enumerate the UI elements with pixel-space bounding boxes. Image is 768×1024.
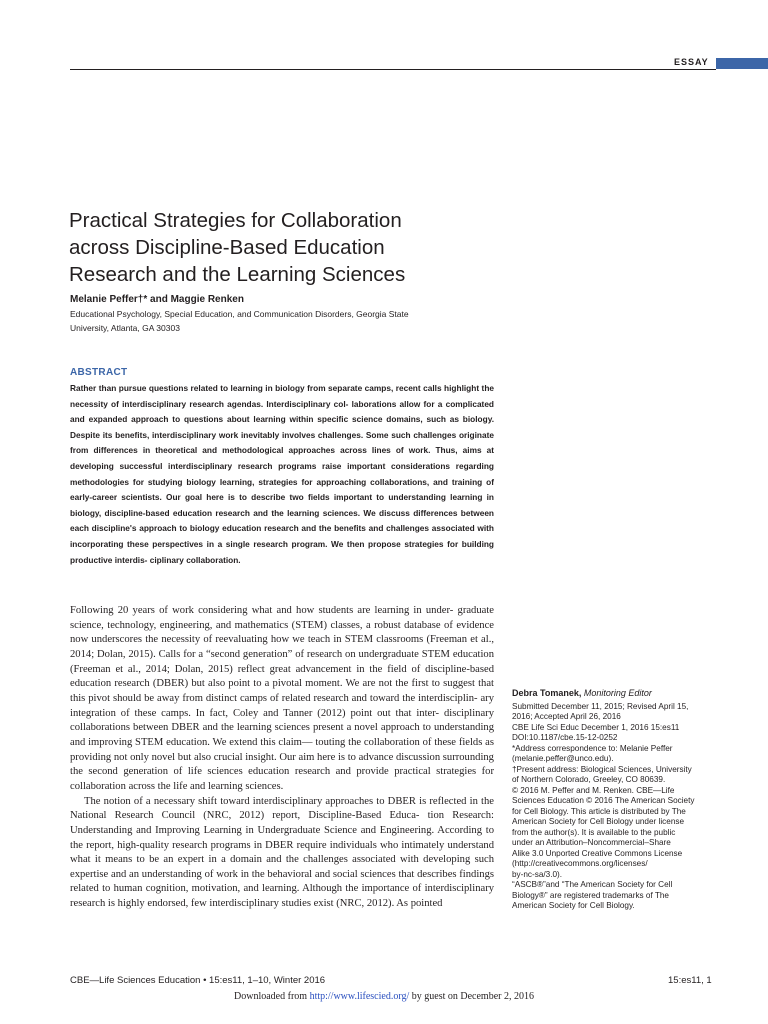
abstract-line: calls highlight the necessity of interdisciplinary research agendas. Interdisciplinary col- (70, 383, 495, 409)
body-paragraph-1 (70, 604, 494, 795)
download-notice (0, 991, 768, 1002)
abstract-line: sciences. We discuss differences between each discipline's approach to biology education (70, 507, 495, 534)
body-line: Following 20 years of work considering what and how students are learning in under- (70, 605, 454, 616)
section-label: ESSAY (674, 57, 709, 67)
body-line: individuals who intimately understand what it means to be an expert in a domain and (70, 839, 494, 866)
body-line: database of evidence now underscores the necessity of reevaluating how we teach in (70, 619, 494, 646)
body-line: work in the behavioral and social sciences that describes findings related to human (70, 868, 494, 895)
abstract-line: successful interdisciplinary research programs raise important considerations regarding (119, 460, 494, 471)
editor-name: Debra Tomanek, (512, 688, 582, 698)
abstract-line: ciplinary collaboration. (149, 554, 241, 565)
sidebar-line: by-nc-sa/3.0). (512, 869, 563, 879)
body-line: should be away from distinct camps of related research and toward the interdisciplin- (112, 692, 478, 704)
title-line: Practical Strategies for Collaboration (69, 209, 402, 232)
abstract-line: methodologies for studying biology learning, strategies for approaching collaborations, (70, 476, 430, 487)
sidebar-line: American Society for Cell Biology. (512, 901, 635, 910)
body-line: touting the collaboration of these fields as providing not only novel but also crucial (70, 736, 494, 763)
sidebar-line: American Society for Cell Biology under license (512, 817, 685, 826)
sidebar-line: Sciences Education © 2016 The American Society (512, 796, 695, 805)
article-info-notes (512, 702, 712, 912)
body-line: cognition, motivation, and learning. Although the importance of interdisciplinary (145, 883, 495, 895)
editor-role: Monitoring Editor (583, 688, 652, 698)
footer-journal-citation: CBE—Life Sciences Education • 15:es11, 1–10, Winter 2016 (70, 975, 326, 986)
section-accent-bar (716, 58, 768, 69)
sidebar-line: CBE Life Sci Educ December 1, 2016 15:es11 (512, 722, 680, 732)
sidebar-line: © 2016 M. Peffer and M. Renken. CBE—Life (512, 785, 675, 795)
sidebar-line: 2016; Accepted April 26, 2016 (512, 712, 621, 721)
title-line: Research and the Learning Sciences (69, 263, 406, 286)
sidebar-line: *Address correspondence to: Melanie Peffer (512, 743, 673, 753)
body-text (70, 604, 494, 912)
affiliation-line: University, Atlanta, GA 30303 (70, 322, 180, 333)
header-rule (70, 69, 716, 70)
article-title (69, 207, 519, 288)
body-line: reflect great advancement in the field of discipline-based education research (DBER) (70, 663, 495, 690)
download-suffix: by guest on December 2, 2016 (409, 991, 534, 1002)
body-line: the challenges associated with developing such expertise and an understanding of (70, 854, 494, 880)
monitoring-editor (512, 688, 712, 699)
abstract-line: understanding learning in biology, discipline-based education research and the learning (70, 492, 494, 518)
author-list: Melanie Peffer†* and Maggie Renken (70, 294, 244, 305)
sidebar-line: Biology®” are registered trademarks of The (512, 890, 669, 900)
abstract-heading: ABSTRACT (70, 367, 128, 378)
article-info-sidebar (512, 688, 712, 912)
body-line: STEM classrooms (Freeman et al., 2014; Dolan, 2015). Calls for a “second generation” (70, 634, 495, 660)
body-line: tion Research: Understanding and Improving Learning in Undergraduate Science and (70, 810, 494, 836)
body-line: but also point to a pivotal moment. We are not the first to suggest that this pivot (70, 678, 494, 704)
sidebar-line: Alike 3.0 Unported Creative Commons License (512, 848, 683, 858)
sidebar-line: from the author(s). It is available to the public (512, 827, 676, 837)
body-line: of research on undergraduate STEM education (Freeman et al., 2014; Dolan, 2015) (70, 648, 495, 675)
author-affiliation (70, 308, 490, 335)
download-link[interactable]: http://www.lifescied.org/ (309, 991, 410, 1002)
title-line: across Discipline-Based Education (69, 236, 385, 259)
body-line: research is highly endorsed, few interdisciplinary studies exist (NRC, 2012). As pointed (70, 898, 443, 910)
download-prefix: Downloaded from (234, 991, 310, 1002)
sidebar-line: of Northern Colorado, Greeley, CO 80639. (512, 775, 666, 784)
abstract-line: and training of early-career scientists. Our goal here is to describe two fields important to (70, 476, 495, 503)
abstract-line: in a single research program. We then propose strategies for building productive interdis- (70, 538, 495, 565)
sidebar-line: DOI:10.1187/cbe.15-12-0252 (512, 733, 618, 742)
abstract-body (70, 381, 494, 568)
sidebar-line: (melanie.peffer@unco.edu). (512, 754, 614, 763)
sidebar-line: (http://creativecommons.org/licenses/ (512, 859, 648, 868)
abstract-line: research and the benefits and challenges associated with incorporating these perspectives (70, 523, 495, 549)
sidebar-line: Submitted December 11, 2015; Revised April 15, (512, 701, 689, 711)
abstract-line: work inevitably involves challenges. Some such challenges originate from differences in (70, 429, 494, 456)
body-line: life sciences education research and provide practical strategies for collaboration (70, 766, 494, 792)
sidebar-line: under an Attribution–Noncommercial–Share (512, 838, 671, 847)
body-line: reflected in the National Research Council (NRC, 2012) report, Discipline-Based Educa- (70, 795, 494, 822)
body-line: Engineering. According to the report, high-quality research programs in DBER require (70, 824, 494, 851)
sidebar-line: “ASCB®”and “The American Society for Cell (512, 880, 673, 889)
body-line: across the life and learning sciences. (128, 780, 284, 792)
body-paragraph-2 (70, 795, 494, 912)
sidebar-line: for Cell Biology. This article is distributed by The (512, 806, 686, 816)
sidebar-line: †Present address: Biological Sciences, University (512, 764, 692, 774)
body-line: The notion of a necessary shift toward interdisciplinary approaches to DBER is (84, 795, 427, 807)
body-line: disciplinary collaborations between DBER and the learning sciences present a novel (70, 707, 494, 734)
abstract-line: Rather than pursue questions related to learning in biology from separate camps, recent (70, 383, 421, 393)
body-line: graduate science, technology, engineering, and mathematics (STEM) classes, a robust (70, 605, 494, 631)
body-line: insight. Our aim here is to advance discussion surrounding the second generation of (70, 751, 494, 778)
footer-page-number: 15:es11, 1 (668, 975, 712, 986)
affiliation-line: Educational Psychology, Special Education, and Communication Disorders, Georgia State (70, 309, 409, 319)
abstract-line: laborations allow for a complicated and expanded approach to questions about learning (70, 398, 495, 425)
body-line: ary integration of these camps. In fact, Coley and Tanner (2012) point out that inter- (70, 692, 495, 719)
abstract-line: within specific science domains, such as biology. Despite its benefits, interdisciplinary (70, 414, 494, 440)
body-line: approach to understanding and improving STEM education. We extend this claim— (70, 722, 495, 748)
abstract-line: theoretical and methodological approaches across lines of work. Thus, aims at developing (70, 445, 494, 471)
